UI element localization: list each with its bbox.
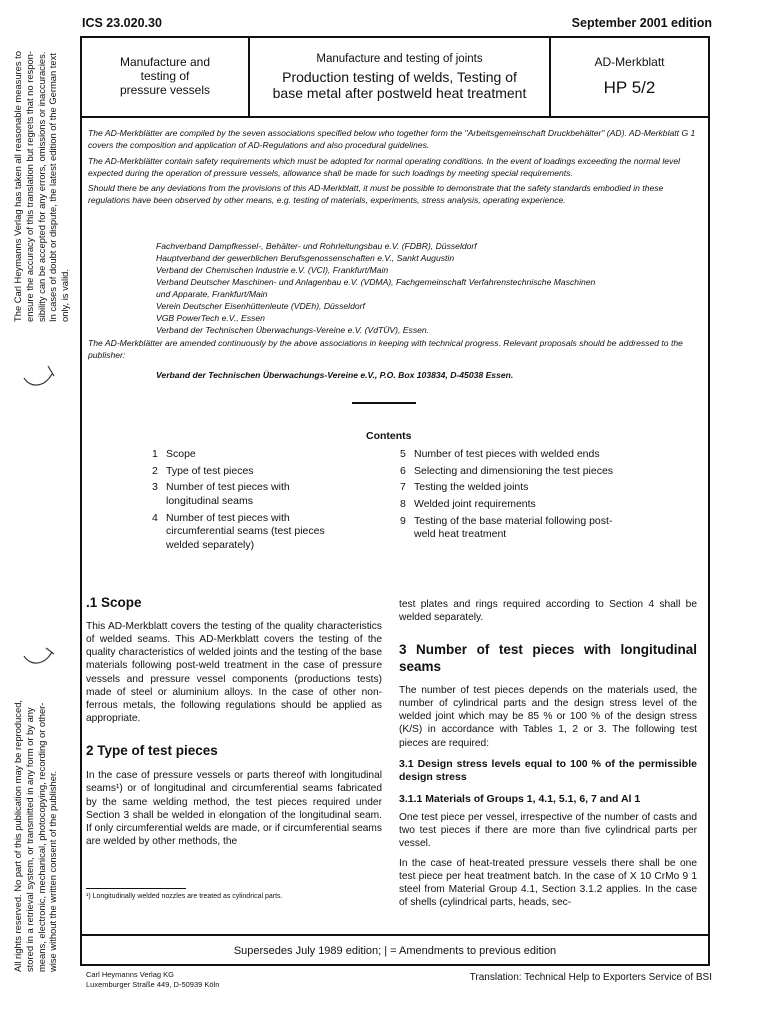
margin-line: stored in a retrieval system, or transmitted in any form or by any — [23, 707, 35, 972]
toc-number: 3 — [152, 481, 158, 494]
toc-label: Selecting and dimensioning the test pieces — [414, 464, 614, 477]
toc-label: Number of test pieces with welded ends — [414, 448, 600, 460]
toc-item[interactable] — [152, 512, 352, 553]
toc-label: Testing of the base material following post-weld heat treatment — [414, 514, 613, 541]
publisher-street: Luxemburger Straße 449, D-50939 Köln — [86, 979, 220, 989]
section-2-heading: 2 Type of test pieces — [86, 742, 218, 758]
toc-number: 8 — [400, 497, 406, 510]
section-3-1-1-text-2: In the case of heat-treated pressure vessels there shall be one test piece per heat treatment batch. In the case of X 10 CrMo 9 1 steel from Material Group 4.1, Section 3.1.2 applies. In the case of shells (cylindrical parts, heads, sec- — [399, 857, 697, 909]
translation-credit: Translation: Technical Help to Exporters Service of BSI — [469, 972, 712, 983]
section-2-text: In the case of pressure vessels or parts thereof with longitudinal seams¹) or of longitudinal and circumferential seams fabricated by the same welding method, the test pieces required under Section 3 shall be welded in elongation of the longitudinal seam. If only circumferential welds are made, or if circumferential seams are welded by other methods, the — [86, 770, 382, 848]
section-divider — [352, 402, 416, 404]
footnote: ¹) Longitudinally welded nozzles are treated as cylindrical parts. — [86, 893, 283, 900]
section-3-1-1-text: One test piece per vessel, irrespective of the number of casts and two test pieces if there are more than five cylindrical parts per vessel. — [399, 811, 697, 850]
title-main-line: base metal after postweld heat treatment — [272, 84, 527, 101]
margin-line: All rights reserved. No part of this publication may be reproduced, — [12, 699, 23, 972]
toc-item[interactable] — [400, 481, 630, 495]
margin-line: The Carl Heymanns Verlag has taken all reasonable measures to — [12, 51, 23, 322]
margin-disclaimer — [12, 51, 71, 322]
toc-item[interactable] — [152, 481, 352, 508]
amendment-note — [88, 338, 702, 366]
punch-mark-icon — [18, 362, 62, 392]
title-left-line: testing of — [140, 69, 190, 84]
toc-label: Type of test pieces — [166, 464, 254, 477]
publisher-address: Verband der Technischen Überwachungs-Vereine e.V., P.O. Box 103834, D-45038 Essen. — [156, 370, 514, 380]
toc-label: Number of test pieces with longitudinal seams — [166, 481, 290, 507]
body-right-column — [399, 598, 697, 916]
section-1-text: This AD-Merkblatt covers the testing of the quality characteristics of welded seams. This AD-Merkblatt covers the testing of the quality characteristics of welded joints and the testing of the base materials following post-weld treatment in the case of pressure vessels and pressure vessel components (productions tests) made of steel or aluminium alloys. In the case of other non-ferrous metals, the following regulations should be applied as appropriate. — [86, 620, 382, 725]
merkblatt-label: AD-Merkblatt — [594, 55, 665, 70]
intro-paragraph: The AD-Merkblätter contain safety requirements which must be adopted for normal operating conditions. In the event of loadings exceeding the normal level expected during the operation of pressure vessels, allowance shall be made for such loadings by meeting special requirements. — [88, 155, 681, 178]
supersedes-note: Supersedes July 1989 edition; | = Amendments to previous edition — [82, 934, 708, 966]
intro-paragraph: Should there be any deviations from the provisions of this AD-Merkblatt, it must be possible to demonstrate that the safety standards embodied in these regulations have been observed by other means, e.g. testing of materials, experiments, stress analysis, operating experience. — [88, 183, 664, 206]
toc-item[interactable] — [400, 498, 630, 512]
title-left-cell — [82, 38, 250, 116]
toc-item[interactable] — [400, 465, 630, 479]
toc-label: Testing the welded joints — [414, 481, 529, 494]
title-main-line: Production testing of welds, Testing of — [282, 68, 517, 85]
toc-item[interactable] — [400, 448, 630, 462]
ics-code: ICS 23.020.30 — [82, 16, 162, 30]
margin-line: wise without the written consent of the publisher. — [47, 770, 59, 972]
association-item: Fachverband Dampfkessel-, Behälter- und Rohrleitungsbau e.V. (FDBR), Düsseldorf — [156, 241, 477, 251]
merkblatt-code: HP 5/2 — [603, 78, 656, 98]
section-2-continued: test plates and rings required according to Section 4 shall be welded separately. — [399, 599, 697, 624]
association-item: Verband der Technischen Überwachungs-Vereine e.V. (VdTÜV), Essen. — [156, 325, 430, 336]
margin-line: ensure the accuracy of this translation but regrets that no respon- — [23, 51, 35, 322]
association-item: Hauptverband der gewerblichen Berufsgenossenschaften e.V., Sankt Augustin — [156, 253, 455, 264]
edition-date: September 2001 edition — [571, 16, 712, 30]
section-1-heading: .1 Scope — [86, 595, 142, 610]
margin-line: sibility can be accepted for any errors, omissions or inaccuracies. — [35, 51, 47, 322]
margin-line: In cases of doubt or dispute, the latest edition of the German text — [47, 53, 59, 322]
publisher-name: Carl Heymanns Verlag KG — [86, 970, 174, 979]
margin-line: only, is valid. — [59, 269, 70, 322]
toc-number: 7 — [400, 481, 406, 494]
section-3-heading: 3 Number of test pieces with longitudinal seams — [399, 641, 697, 675]
title-block — [82, 38, 708, 118]
section-3-text: The number of test pieces depends on the materials used, the number of cylindrical parts and the design stress level of the welded joint which may be 85 % or 100 % of the design stress (K/S) in accordance with Tables 1, 2 or 3. The following test pieces are required: — [399, 684, 697, 749]
body-left-column — [86, 594, 382, 855]
section-3-1-heading: 3.1 Design stress levels equal to 100 % of the permissible design stress — [399, 757, 697, 784]
toc-item[interactable] — [152, 465, 352, 479]
footnote-rule — [86, 888, 186, 889]
toc-number: 5 — [400, 448, 406, 460]
toc-label: Number of test pieces with circumferential seams (test pieces welded separately) — [166, 511, 325, 551]
margin-line: means, electronic, mechanical, photocopying, recording or other- — [35, 702, 47, 972]
association-item: VGB PowerTech e.V., Essen — [156, 313, 265, 324]
association-item: Verein Deutscher Eisenhüttenleute (VDEh), Düsseldorf — [156, 301, 365, 312]
contents-left-column — [152, 448, 352, 555]
toc-label: Scope — [166, 448, 196, 460]
publisher-block — [86, 970, 219, 990]
contents-right-column — [400, 448, 630, 545]
toc-number: 6 — [400, 464, 406, 477]
punch-mark-icon — [18, 642, 62, 672]
margin-copyright — [12, 700, 59, 972]
association-item: Verband der Chemischen Industrie e.V. (VCI), Frankfurt/Main — [156, 265, 389, 276]
toc-item[interactable] — [152, 448, 352, 462]
association-item: Verband Deutscher Maschinen- und Anlagenbau e.V. (VDMA), Fachgemeinschaft Verfahrenstechnische Maschinen — [156, 277, 596, 288]
toc-number: 4 — [152, 511, 158, 524]
title-subject: Manufacture and testing of joints — [316, 53, 483, 66]
toc-item[interactable] — [400, 515, 630, 542]
intro-section — [88, 128, 702, 211]
title-left-line: pressure vessels — [119, 82, 211, 97]
association-list — [156, 240, 595, 336]
toc-number: 9 — [400, 514, 406, 527]
title-right-cell — [551, 38, 708, 116]
title-middle-cell — [250, 38, 551, 116]
contents-title: Contents — [366, 430, 412, 442]
amendment-paragraph: The AD-Merkblätter are amended continuously by the above associations in keeping with technical progress. Relevant proposals should be addressed to the publisher: — [88, 338, 683, 360]
section-3-1-1-heading: 3.1.1 Materials of Groups 1, 4.1, 5.1, 6, 7 and Al 1 — [399, 793, 641, 806]
intro-paragraph: The AD-Merkblätter are compiled by the seven associations specified below who together form the "Arbeitsgemeinschaft Druckbehälter" (AD). AD-Merkblatt G 1 covers the composition and application of AD-Regulations and also procedural guidelines. — [88, 128, 696, 150]
toc-label: Welded joint requirements — [414, 497, 536, 510]
title-left-line: Manufacture and — [119, 55, 211, 70]
association-item: und Apparate, Frankfurt/Main — [156, 289, 268, 300]
toc-number: 1 — [152, 448, 158, 460]
toc-number: 2 — [152, 464, 158, 477]
